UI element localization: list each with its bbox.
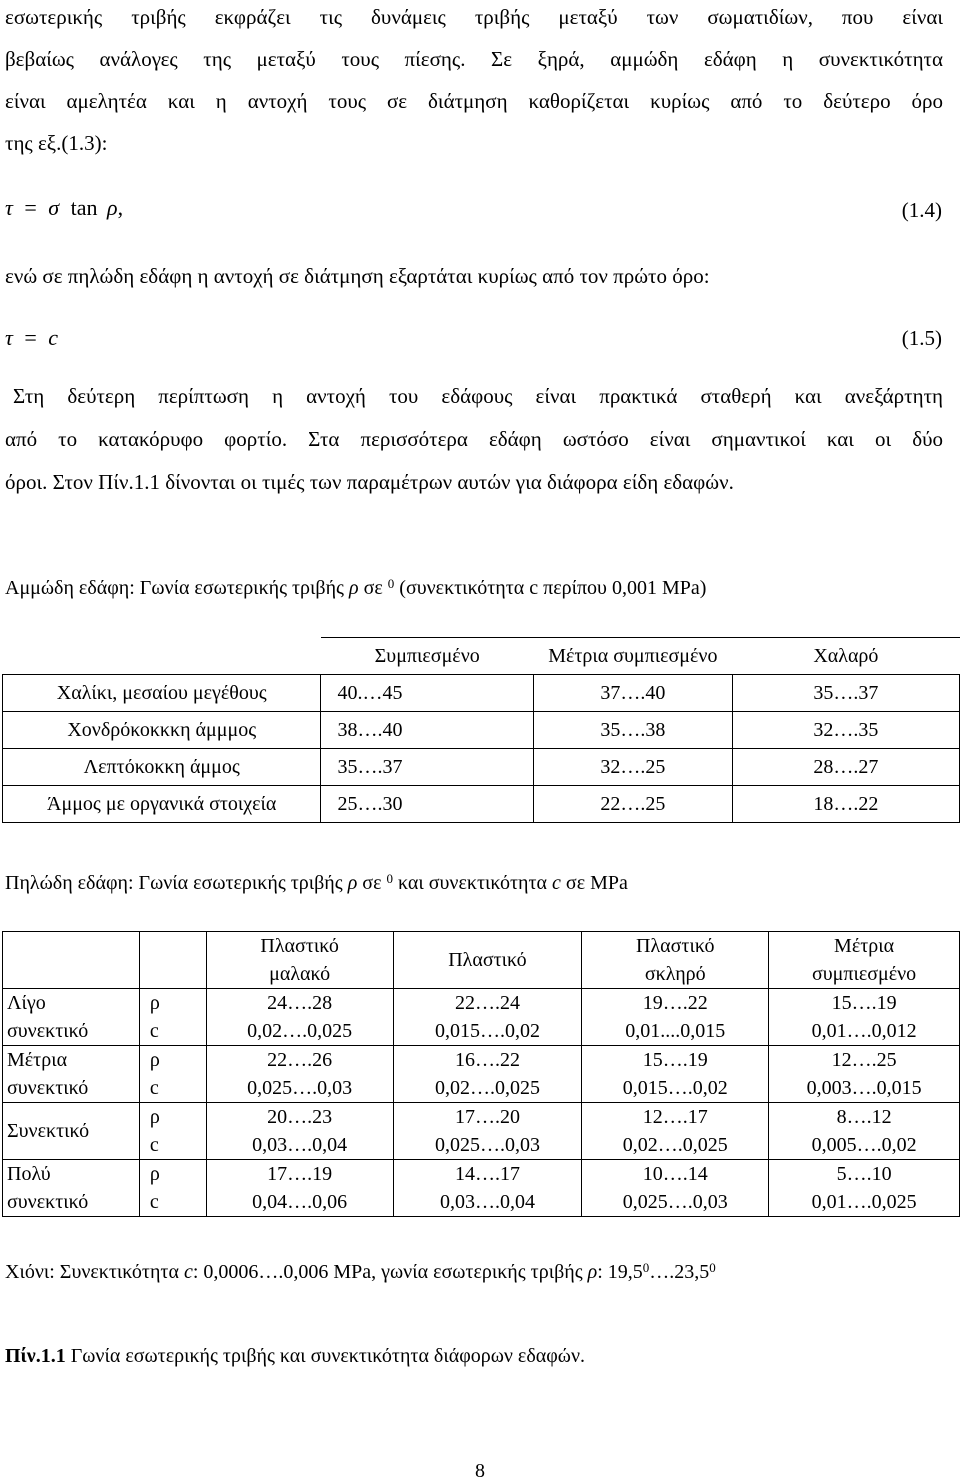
header-line: σκληρό [644,963,706,985]
row-label: Άμμος με οργανικά στοιχεία [3,786,321,823]
clay-caption-rho: ρ [347,872,358,894]
paragraph-line: είναι αμελητέα και η αντοχή τους σε διάτμηση καθορίζεται κυρίως από το δεύτερο όρο [5,89,943,113]
equation-1-4 [5,194,123,222]
table-cell: 35….38 [533,712,732,749]
table-cell: 38….40 [321,712,533,749]
eq-c: c [48,325,59,350]
row-label [3,1103,140,1160]
header-line: Πλαστικό [260,935,339,957]
table-cell [582,1160,769,1217]
row-label-line: συνεκτικό [7,1077,89,1099]
table-row [3,989,960,1046]
degree-sup: 0 [386,871,393,886]
rho-value: 5….10 [836,1163,892,1185]
c-value: 0,003….0,015 [806,1077,922,1099]
c-value: 0,025….0,03 [622,1191,728,1213]
header-line: Πλαστικό [636,935,715,957]
paragraph-line: εσωτερικής τριβής εκφράζει τις δυνάμεις τριβής μεταξύ των σωματιδίων, που είναι [5,5,943,29]
c-value: 0,03….0,04 [252,1134,348,1156]
table-cell: 18….22 [732,786,959,823]
c-value: 0,02….0,025 [622,1134,728,1156]
rho-value: 24….28 [267,992,333,1014]
header-line: συμπιεσμένο [811,963,917,985]
table-header-row [3,638,960,675]
eq-comma: , [117,195,124,220]
c-value: 0,015….0,02 [622,1077,728,1099]
table-cell: 25….30 [321,786,533,823]
table-cell: 35….37 [321,749,533,786]
c-value: 0,015….0,02 [434,1020,540,1042]
table-row [3,675,960,712]
row-label [3,989,140,1046]
clay-caption-text: σε [362,872,382,894]
rho-value: 12….17 [642,1106,708,1128]
table-cell [393,989,582,1046]
column-header [582,932,769,989]
degree-sup: 0 [709,1260,716,1275]
table-row [3,1160,960,1217]
rho-value: 8….12 [836,1106,892,1128]
clay-soils-table [2,931,960,1217]
rho-value: 17….20 [454,1106,520,1128]
c-value: 0,01....0,015 [625,1020,726,1042]
param-rho: ρ [149,992,160,1014]
row-label [3,1046,140,1103]
param-rho: ρ [149,1106,160,1128]
paragraph-line: από το κατακόρυφο φορτίο. Στα περισσότερα εδάφη ωστόσο είναι σημαντικοί και οι δύο [5,427,943,451]
snow-text: : 0,0006….0,006 MPa, γωνία εσωτερικής τριβής [192,1261,583,1283]
sandy-caption-rho: ρ [348,577,359,599]
rho-value: 15….19 [831,992,897,1014]
clay-caption-text: και συνεκτικότητα [397,872,548,894]
table-cell [582,989,769,1046]
row-label-line: Πολύ [7,1163,51,1185]
table-caption-text: Γωνία εσωτερικής τριβής και συνεκτικότητα διάφορων εδαφών. [70,1345,585,1367]
degree-sup: 0 [642,1260,650,1275]
c-value: 0,025….0,03 [247,1077,353,1099]
c-value: 0,005….0,02 [811,1134,917,1156]
snow-rho: ρ [587,1261,598,1283]
rho-value: 14….17 [454,1163,520,1185]
row-label: Χαλίκι, μεσαίου μεγέθους [3,675,321,712]
table-cell [769,989,960,1046]
sandy-caption-text: (συνεκτικότητα c περίπου 0,001 MPa) [399,577,707,599]
row-label-line: συνεκτικό [7,1020,89,1042]
param-cell [139,1046,206,1103]
table-cell: 37….40 [533,675,732,712]
rho-value: 22….24 [454,992,520,1014]
header-line: Μέτρια [834,935,895,957]
clay-caption [5,869,628,897]
c-value: 0,01….0,012 [811,1020,917,1042]
table-cell [769,1160,960,1217]
table-cell [582,1046,769,1103]
param-c: c [149,1020,159,1042]
c-value: 0,03….0,04 [439,1191,535,1213]
rho-value: 10….14 [642,1163,708,1185]
sandy-soils-table [2,637,960,823]
row-label-line: Συνεκτικό [7,1120,90,1142]
table-cell: 22….25 [533,786,732,823]
rho-value: 12….25 [831,1049,897,1071]
table-cell: 40.…45 [321,675,533,712]
table-cell: 35….37 [732,675,959,712]
table-cell [393,1046,582,1103]
param-cell [139,1160,206,1217]
paragraph-line: βεβαίως ανάλογες της μεταξύ τους πίεσης. Σε ξηρά, αμμώδη εδάφη η συνεκτικότητα [5,47,943,71]
eq-tau: τ [5,195,13,220]
table-row [3,749,960,786]
sandy-caption-text: Αμμώδη εδάφη: Γωνία εσωτερικής τριβής [5,577,344,599]
equation-1-5 [5,324,58,352]
table-cell [582,1103,769,1160]
equation-number: (1.4) [901,198,942,222]
c-value: 0,02….0,025 [434,1077,540,1099]
paragraph-line: της εξ.(1.3): [5,131,108,155]
table-header-row [3,932,960,989]
sandy-caption [5,574,706,602]
table-cell: 28….27 [732,749,959,786]
snow-text: Χιόνι: Συνεκτικότητα [5,1261,179,1283]
rho-value: 17….19 [267,1163,333,1185]
table-cell [769,1103,960,1160]
table-cell [206,989,393,1046]
sandy-caption-text: σε [363,577,383,599]
paragraph-line: όροι. Στον Πίν.1.1 δίνονται οι τιμές των παραμέτρων αυτών για διάφορα είδη εδαφών. [5,470,734,494]
c-value: 0,04….0,06 [252,1191,348,1213]
c-value: 0,025….0,03 [434,1134,540,1156]
row-label: Λεπτόκοκκη άμμος [3,749,321,786]
eq-rho: ρ [107,195,118,220]
table-cell [393,1103,582,1160]
clay-caption-c: c [552,872,561,894]
header-line: μαλακό [269,963,331,985]
eq-tau: τ [5,325,13,350]
snow-line [5,1258,716,1286]
rho-value: 16….22 [454,1049,520,1071]
c-value: 0,02….0,025 [247,1020,353,1042]
snow-text: ….23,5 [649,1261,710,1283]
table-cell [393,1160,582,1217]
table-cell [769,1046,960,1103]
table-cell [206,1046,393,1103]
param-rho: ρ [149,1049,160,1071]
row-label-line: Λίγο [7,992,46,1014]
param-c: c [149,1134,159,1156]
snow-text: : 19,5 [597,1261,643,1283]
column-header [393,932,582,989]
clay-caption-text: Πηλώδη εδάφη: Γωνία εσωτερικής τριβής [5,872,343,894]
header-line: Πλαστικό [448,949,527,971]
snow-c: c [183,1261,193,1283]
param-c: c [149,1077,159,1099]
param-c: c [149,1191,159,1213]
degree-sup: 0 [387,576,395,591]
empty-cell [139,932,206,989]
rho-value: 20….23 [267,1106,333,1128]
eq-equals: = [24,195,37,220]
table-row [3,1046,960,1103]
eq-tan: tan [70,195,98,220]
paragraph-line: ενώ σε πηλώδη εδάφη η αντοχή σε διάτμηση εξαρτάται κυρίως από τον πρώτο όρο: [5,264,710,288]
equation-number: (1.5) [901,326,942,350]
row-label [3,1160,140,1217]
column-header [769,932,960,989]
table-row [3,712,960,749]
page-number: 8 [475,1460,485,1482]
rho-value: 15….19 [642,1049,708,1071]
table-cell [206,1160,393,1217]
table-caption-label: Πίν.1.1 [5,1345,66,1367]
c-value: 0,01….0,025 [811,1191,917,1213]
table-cell: 32….35 [732,712,959,749]
rho-value: 22….26 [267,1049,333,1071]
param-rho: ρ [149,1163,160,1185]
param-cell [139,989,206,1046]
column-header: Συμπιεσμένο [321,638,533,675]
eq-equals: = [24,325,37,350]
column-header: Μέτρια συμπιεσμένο [533,638,732,675]
param-cell [139,1103,206,1160]
table-cell [206,1103,393,1160]
table-cell: 32….25 [533,749,732,786]
row-label-line: συνεκτικό [7,1191,89,1213]
paragraph-line: Στη δεύτερη περίπτωση η αντοχή του εδάφους είναι πρακτικά σταθερή και ανεξάρτητη [13,384,943,408]
column-header: Χαλαρό [732,638,959,675]
empty-cell [3,638,321,675]
eq-sigma: σ [48,195,60,220]
empty-cell [3,932,140,989]
table-row [3,786,960,823]
clay-caption-text: σε MPa [565,872,628,894]
column-header [206,932,393,989]
row-label: Χονδρόκοκκκη άμμμος [3,712,321,749]
row-label-line: Μέτρια [7,1049,68,1071]
table-caption [5,1342,585,1370]
table-row [3,1103,960,1160]
rho-value: 19….22 [642,992,708,1014]
